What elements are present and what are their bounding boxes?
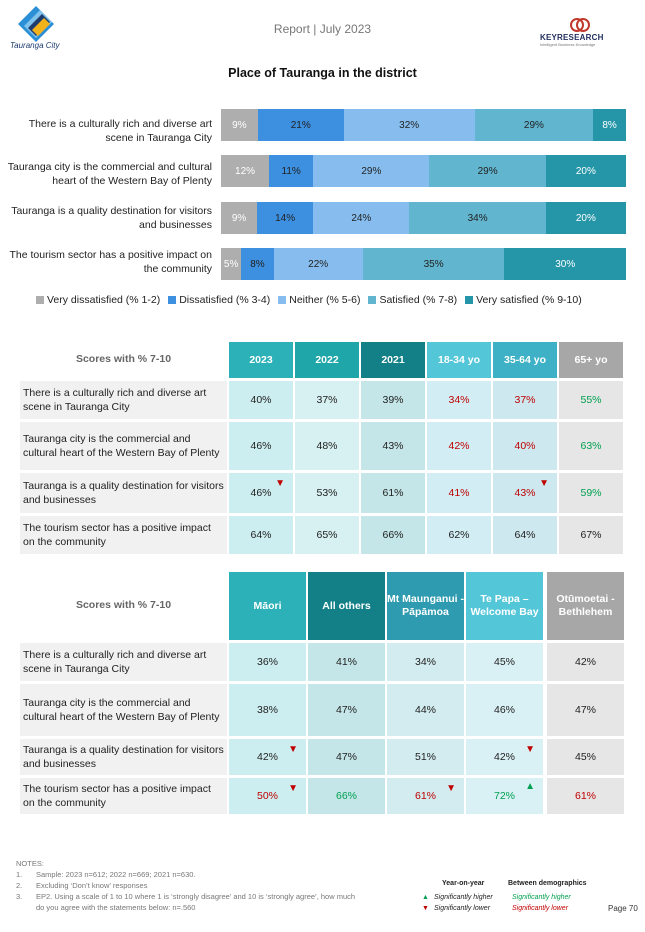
table-title: Scores with % 7-10 (75, 353, 172, 365)
down-arrow-icon: ▼ (446, 783, 456, 794)
table-row (20, 643, 626, 681)
stacked-bar-chart (0, 100, 645, 300)
bar-segment: 32% (344, 109, 475, 141)
column-header: 65+ yo (559, 342, 623, 378)
bar-segment: 29% (313, 155, 429, 187)
cell-value: 42% (493, 751, 515, 763)
down-arrow-icon: ▼ (275, 478, 285, 489)
note-item: do you agree with the statements below: n=.560 (36, 903, 196, 912)
table-cell (547, 684, 624, 736)
legend-swatch (278, 296, 286, 304)
table-cell (466, 684, 543, 736)
table-cell (387, 684, 464, 736)
table-cell (361, 473, 425, 513)
down-arrow-icon: ▼ (288, 783, 298, 794)
table-cell (466, 643, 543, 681)
cell-value: 64% (250, 529, 272, 541)
bar-segment: 24% (313, 202, 409, 234)
column-header: Otūmoetai - Bethlehem (547, 572, 624, 640)
table-cell (229, 684, 306, 736)
bar-segment: 29% (429, 155, 545, 187)
cell-value: 50% (256, 790, 278, 802)
row-label: Tauranga city is the commercial and cultural heart of the Western Bay of Plenty (20, 684, 227, 736)
table-row (20, 684, 626, 736)
bar-segment: 11% (269, 155, 313, 187)
cell-value: 42% (256, 751, 278, 763)
cell-value: 47% (335, 704, 357, 716)
page-header (0, 0, 645, 60)
bar-segment: 5% (221, 248, 241, 280)
table-cell (427, 381, 491, 419)
bar-segment: 22% (274, 248, 363, 280)
cell-value: 41% (448, 487, 470, 499)
cell-value: 44% (414, 704, 436, 716)
notes-heading: NOTES: (16, 859, 44, 868)
row-label: Tauranga city is the commercial and cultural heart of the Western Bay of Plenty (20, 422, 227, 470)
table-cell (547, 739, 624, 775)
bar-segment: 9% (221, 109, 258, 141)
table-cell (229, 739, 306, 775)
cell-value: 45% (574, 751, 596, 763)
table-cell (308, 778, 385, 814)
bar-segment: 8% (593, 109, 626, 141)
table-cell (229, 778, 306, 814)
up-arrow-icon: ▲ (525, 781, 535, 792)
table-cell (427, 422, 491, 470)
legend-item (368, 294, 457, 306)
column-header: 2021 (361, 342, 425, 378)
cell-value: 45% (493, 656, 515, 668)
bar-row (221, 109, 626, 141)
demo-higher-label: Significantly higher (512, 894, 571, 901)
table-cell (387, 643, 464, 681)
down-arrow-icon: ▼ (422, 905, 429, 912)
table-row (20, 739, 626, 775)
table-row (20, 473, 626, 513)
legend-item (36, 294, 160, 306)
bar-category-label: The tourism sector has a positive impact on the community (9, 249, 212, 275)
table-cell (427, 473, 491, 513)
legend-item (278, 294, 360, 306)
note-item: 1. Sample: 2023 n=612; 2022 n=669; 2021 n=630. (16, 870, 196, 879)
between-demographics-heading: Between demographics (508, 880, 587, 887)
table-cell (559, 422, 623, 470)
bar-category-label: There is a culturally rich and diverse art scene in Tauranga City (28, 118, 212, 144)
table-cell (547, 778, 624, 814)
table-cell (295, 516, 359, 554)
table-cell (361, 516, 425, 554)
cell-value: 61% (574, 790, 596, 802)
table-cell (559, 516, 623, 554)
table-row (20, 422, 626, 470)
note-item: 3. EP2. Using a scale of 1 to 10 where 1 is ‘strongly disagree’ and 10 is ‘strongly agree’, how much (16, 892, 356, 901)
cell-value: 61% (414, 790, 436, 802)
legend-label: Very dissatisfied (% 1-2) (47, 294, 161, 306)
page-number: Page 70 (608, 904, 638, 913)
cell-value: 43% (514, 487, 536, 499)
cell-value: 67% (580, 529, 602, 541)
table-cell (229, 473, 293, 513)
legend-swatch (465, 296, 473, 304)
bar-category-label: Tauranga city is the commercial and cultural heart of the Western Bay of Plenty (7, 161, 212, 187)
bar-category-label: Tauranga is a quality destination for visitors and businesses (11, 205, 212, 231)
cell-value: 37% (316, 394, 338, 406)
column-header: All others (308, 572, 385, 640)
legend-item (168, 294, 270, 306)
cell-value: 63% (580, 440, 602, 452)
bar-segment: 29% (475, 109, 594, 141)
cell-value: 40% (250, 394, 272, 406)
bar-segment: 20% (546, 202, 626, 234)
table-row (20, 516, 626, 554)
cell-value: 51% (414, 751, 436, 763)
column-header: Te Papa – Welcome Bay (466, 572, 543, 640)
chart-title: Place of Tauranga in the district (228, 66, 417, 80)
brand-name: KEYRESEARCH (540, 33, 604, 42)
cell-value: 34% (414, 656, 436, 668)
brand-tagline: Intelligent Business Knowledge (540, 42, 596, 47)
table-cell (229, 643, 306, 681)
legend-label: Satisfied (% 7-8) (379, 294, 458, 306)
row-label: The tourism sector has a positive impact on the community (20, 516, 227, 554)
legend-swatch (36, 296, 44, 304)
bar-row (221, 155, 626, 187)
cell-value: 40% (514, 440, 536, 452)
column-header: 2022 (295, 342, 359, 378)
table-cell (361, 422, 425, 470)
table-title: Scores with % 7-10 (75, 599, 172, 611)
column-header: Māori (229, 572, 306, 640)
table-cell (308, 643, 385, 681)
bar-segment: 35% (363, 248, 505, 280)
cell-value: 66% (382, 529, 404, 541)
report-label: Report | July 2023 (273, 22, 372, 36)
bar-segment: 30% (504, 248, 626, 280)
table-cell (229, 381, 293, 419)
cell-value: 46% (250, 440, 272, 452)
table-cell (466, 739, 543, 775)
up-arrow-icon: ▲ (422, 894, 429, 901)
table-cell (466, 778, 543, 814)
table-cell (559, 473, 623, 513)
cell-value: 64% (514, 529, 536, 541)
table-row (20, 381, 626, 419)
cell-value: 41% (335, 656, 357, 668)
column-header: 18-34 yo (427, 342, 491, 378)
table-row (20, 778, 626, 814)
cell-value: 65% (316, 529, 338, 541)
bar-row (221, 248, 626, 280)
cell-value: 36% (256, 656, 278, 668)
table-cell (229, 516, 293, 554)
table-cell (427, 516, 491, 554)
cell-value: 53% (316, 487, 338, 499)
cell-value: 62% (448, 529, 470, 541)
bar-row (221, 202, 626, 234)
cell-value: 43% (382, 440, 404, 452)
bar-segment: 20% (546, 155, 626, 187)
legend-swatch (168, 296, 176, 304)
cell-value: 46% (250, 487, 272, 499)
legend-item (465, 294, 582, 306)
row-label: Tauranga is a quality destination for visitors and businesses (20, 739, 227, 775)
bar-segment: 21% (258, 109, 344, 141)
down-arrow-icon: ▼ (525, 744, 535, 755)
cell-value: 46% (493, 704, 515, 716)
cell-value: 38% (256, 704, 278, 716)
row-label: The tourism sector has a positive impact on the community (20, 778, 227, 814)
demo-lower-label: Significantly lower (512, 905, 569, 912)
cell-value: 42% (574, 656, 596, 668)
table-cell (547, 643, 624, 681)
cell-value: 55% (580, 394, 602, 406)
bar-segment: 8% (241, 248, 273, 280)
down-arrow-icon: ▼ (539, 478, 549, 489)
row-label: Tauranga is a quality destination for visitors and businesses (20, 473, 227, 513)
cell-value: 42% (448, 440, 470, 452)
table-cell (295, 422, 359, 470)
table-cell (493, 516, 557, 554)
legend-label: Dissatisfied (% 3-4) (179, 294, 271, 306)
notes (16, 858, 355, 913)
row-label: There is a culturally rich and diverse art scene in Tauranga City (20, 381, 227, 419)
table-cell (308, 684, 385, 736)
table-cell (493, 422, 557, 470)
table-cell (361, 381, 425, 419)
bar-segment: 14% (257, 202, 313, 234)
table-cell (387, 778, 464, 814)
column-header: Mt Maunganui - Pāpāmoa (387, 572, 464, 640)
logo-text: Tauranga City (10, 41, 60, 50)
cell-value: 47% (335, 751, 357, 763)
table-cell (308, 739, 385, 775)
year-lower-label: Significantly lower (434, 905, 491, 912)
cell-value: 39% (382, 394, 404, 406)
column-header: 2023 (229, 342, 293, 378)
table-cell (493, 473, 557, 513)
cell-value: 48% (316, 440, 338, 452)
cell-value: 34% (448, 394, 470, 406)
bar-segment: 12% (221, 155, 269, 187)
cell-value: 66% (335, 790, 357, 802)
bar-segment: 34% (409, 202, 545, 234)
legend-swatch (368, 296, 376, 304)
table-cell (387, 739, 464, 775)
year-on-year-heading: Year-on-year (442, 880, 485, 887)
cell-value: 72% (493, 790, 515, 802)
table-cell (559, 381, 623, 419)
cell-value: 59% (580, 487, 602, 499)
row-label: There is a culturally rich and diverse art scene in Tauranga City (20, 643, 227, 681)
table-cell (493, 381, 557, 419)
down-arrow-icon: ▼ (288, 744, 298, 755)
table-cell (295, 381, 359, 419)
legend-label: Neither (% 5-6) (289, 294, 361, 306)
cell-value: 47% (574, 704, 596, 716)
note-item: 2. Excluding ‘Don’t know’ responses (16, 881, 148, 890)
year-higher-label: Significantly higher (434, 894, 493, 901)
chart-legend (36, 294, 582, 306)
bar-segment: 9% (221, 202, 257, 234)
cell-value: 61% (382, 487, 404, 499)
legend-label: Very satisfied (% 9-10) (476, 294, 582, 306)
table-cell (295, 473, 359, 513)
column-header: 35-64 yo (493, 342, 557, 378)
cell-value: 37% (514, 394, 536, 406)
table-cell (229, 422, 293, 470)
